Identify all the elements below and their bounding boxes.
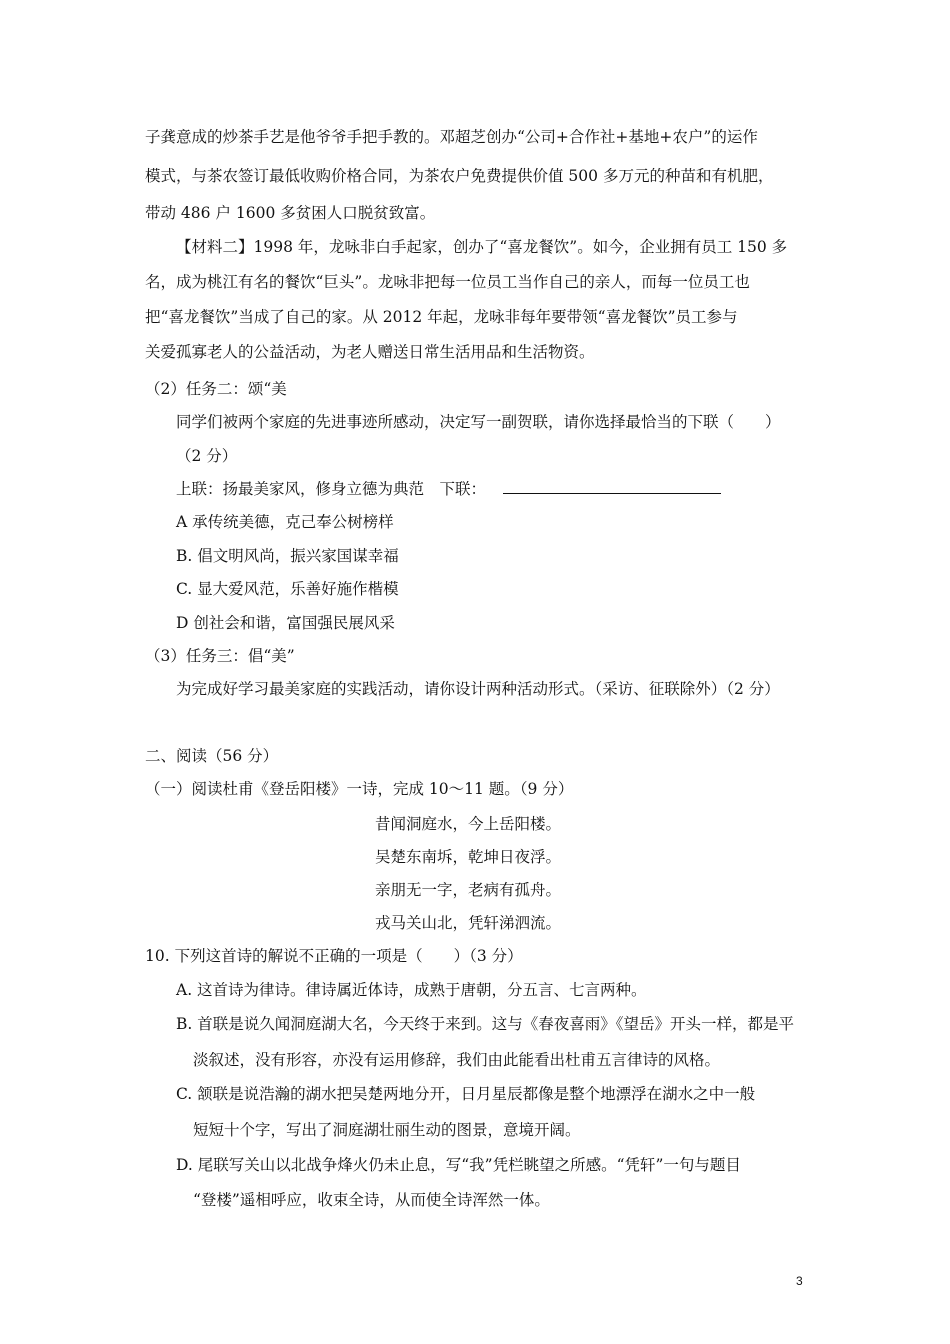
paragraph-line: 模式，与茶农签订最低收购价格合同，为茶农户免费提供价值 500 多万元的种苗和有机肥， [145,167,774,185]
task-heading: （2）任务二：颂“美 [145,380,287,398]
answer-blank [503,493,721,494]
task-heading: （3）任务三：倡“美” [145,647,295,665]
task-prompt: 为完成好学习最美家庭的实践活动，请你设计两种活动形式。（采访、征联除外）（2 分） [176,680,780,698]
couplet-line: 上联：扬最美家风，修身立德为典范 下联： [176,480,487,498]
option-d-continued: “登楼”遥相呼应，收束全诗，从而使全诗浑然一体。 [193,1191,550,1209]
option-a: A. 这首诗为律诗。律诗属近体诗，成熟于唐朝，分五言、七言两种。 [176,981,647,999]
option-d: D. 尾联写关山以北战争烽火仍未止息，写“我”凭栏眺望之所感。“凭轩”一句与题目 [176,1156,741,1174]
paragraph-line: 子龚意成的炒茶手艺是他爷爷手把手教的。邓超芝创办“公司+合作社+基地+农户”的运作 [145,128,758,146]
option-a: A 承传统美德，克己奉公树榜样 [176,513,394,531]
part-instruction: （一）阅读杜甫《登岳阳楼》一诗，完成 10～11 题。（9 分） [145,780,574,798]
option-d: D 创社会和谐，富国强民展风采 [176,614,395,632]
option-c-continued: 短短十个字，写出了洞庭湖壮丽生动的图景，意境开阔。 [193,1121,581,1139]
option-b-continued: 淡叙述，没有形容，亦没有运用修辞，我们由此能看出杜甫五言律诗的风格。 [193,1051,721,1069]
paragraph-line: 把“喜龙餐饮”当成了自己的家。从 2012 年起，龙咏非每年要带领“喜龙餐饮”员工参与 [145,308,738,326]
page-number: 3 [796,1274,803,1288]
poem-line: 吴楚东南坼，乾坤日夜浮。 [375,848,562,866]
paragraph-line: 带动 486 户 1600 多贫困人口脱贫致富。 [145,204,436,222]
section-title: 二、阅读（56 分） [145,747,279,765]
paragraph-line: 【材料二】1998 年，龙咏非白手起家，创办了“喜龙餐饮”。如今，企业拥有员工 150 多 [176,238,788,256]
question-stem: 10. 下列这首诗的解说不正确的一项是（ ）（3 分） [145,947,523,965]
option-b: B. 倡文明风尚，振兴家国谋幸福 [176,547,399,565]
poem-line: 亲朋无一字，老病有孤舟。 [375,881,562,899]
poem-line: 昔闻洞庭水，今上岳阳楼。 [375,815,562,833]
paragraph-line: 关爱孤寡老人的公益活动，为老人赠送日常生活用品和生活物资。 [145,343,595,361]
option-c: C. 显大爱风范，乐善好施作楷模 [176,580,399,598]
option-c: C. 颔联是说浩瀚的湖水把吴楚两地分开，日月星辰都像是整个地漂浮在湖水之中一般 [176,1085,756,1103]
task-prompt: 同学们被两个家庭的先进事迹所感动，决定写一副贺联，请你选择最恰当的下联（ ） [176,413,781,431]
option-b: B. 首联是说久闻洞庭湖大名，今天终于来到。这与《春夜喜雨》《望岳》开头一样，都是平 [176,1015,794,1033]
paragraph-line: 名，成为桃江有名的餐饮“巨头”。龙咏非把每一位员工当作自己的亲人，而每一位员工也 [145,273,750,291]
poem-line: 戎马关山北，凭轩涕泗流。 [375,914,562,932]
score-note: （2 分） [176,447,238,465]
